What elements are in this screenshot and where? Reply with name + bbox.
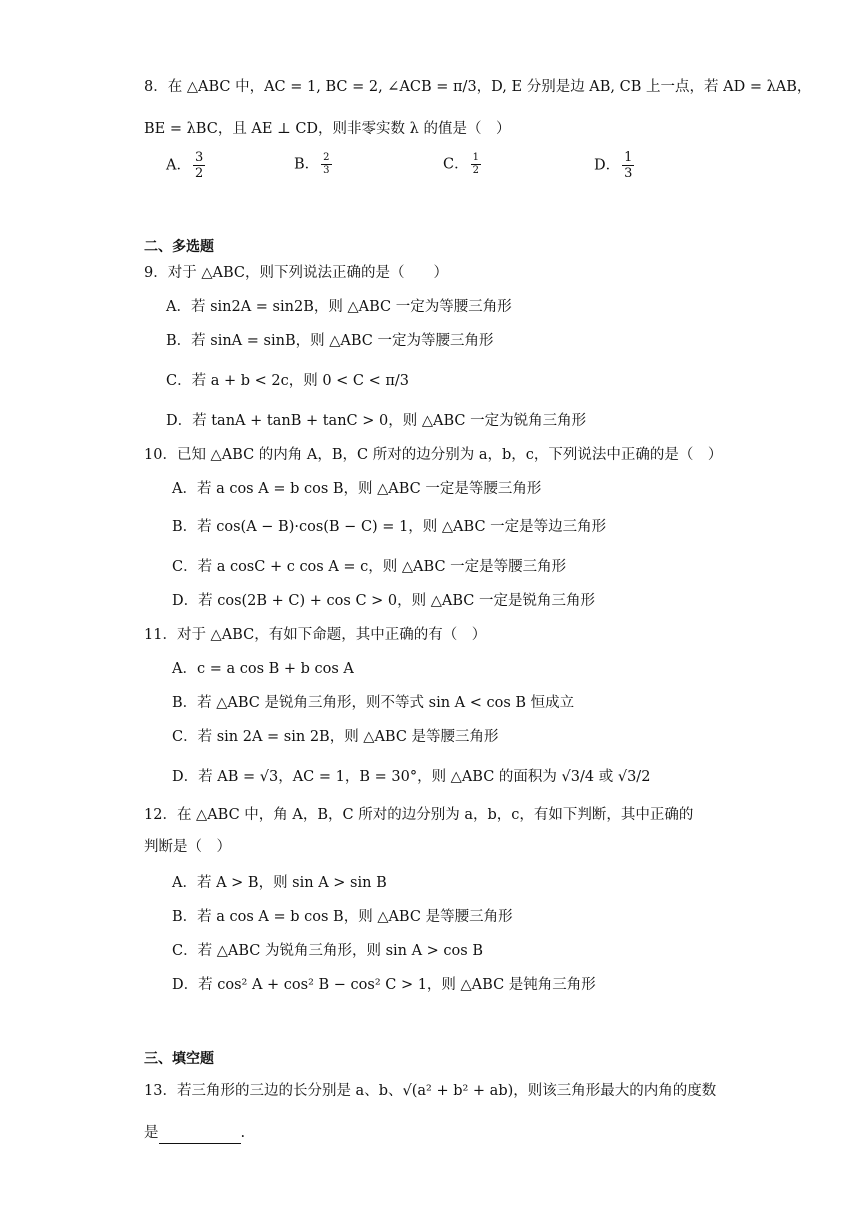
q11-option-d[interactable]: D．若 AB = √3，AC = 1，B = 30°，则 △ABC 的面积为 √3/4 或 √3/2 <box>172 769 651 785</box>
q10-stem: 10．已知 △ABC 的内角 A，B，C 所对的边分别为 a，b，c，下列说法中正确的是（ ） <box>144 447 723 463</box>
answer-blank[interactable] <box>159 1129 241 1144</box>
q13-line1: 13．若三角形的三边的长分别是 a、b、√(a² + b² + ab)，则该三角形最大的内角的度数 <box>144 1083 717 1099</box>
q10-option-d[interactable]: D．若 cos(2B + C) + cos C > 0，则 △ABC 一定是锐角三角形 <box>172 593 595 609</box>
fraction: $\frac{2}{3}$ <box>323 152 330 176</box>
q12-option-c[interactable]: C．若 △ABC 为锐角三角形，则 sin A > cos B <box>172 943 483 959</box>
q12-line2: 判断是（ ） <box>144 839 231 855</box>
q13-prefix: 是 <box>144 1125 159 1141</box>
q12-option-b[interactable]: B．若 a cos A = b cos B，则 △ABC 是等腰三角形 <box>172 909 513 925</box>
q13-line2 <box>144 1122 245 1144</box>
fraction: $\frac{1}{3}$ <box>624 150 633 181</box>
q11-stem: 11．对于 △ABC，有如下命题，其中正确的有（ ） <box>144 627 487 643</box>
q8-option-c[interactable] <box>443 152 483 177</box>
q12-option-d[interactable]: D．若 cos² A + cos² B − cos² C > 1，则 △ABC 是钝角三角形 <box>172 977 596 993</box>
q9-option-a[interactable]: A．若 sin2A = sin2B，则 △ABC 一定为等腰三角形 <box>166 299 512 315</box>
section-title-fill-in: 三、填空题 <box>144 1051 214 1067</box>
q9-stem: 9．对于 △ABC，则下列说法正确的是（ ） <box>144 265 448 281</box>
q8-option-d[interactable] <box>594 150 636 181</box>
q8-option-b[interactable] <box>294 152 334 177</box>
q9-option-b[interactable]: B．若 sinA = sinB，则 △ABC 一定为等腰三角形 <box>166 333 494 349</box>
q12-option-a[interactable]: A．若 A > B，则 sin A > sin B <box>172 875 387 891</box>
q8-line2: BE = λBC，且 AE ⊥ CD，则非零实数 λ 的值是（ ） <box>144 121 511 137</box>
q10-option-b[interactable]: B．若 cos(A − B)·cos(B − C) = 1，则 △ABC 一定是等边三角形 <box>172 519 607 535</box>
option-label: D． <box>594 157 621 174</box>
fraction: $\frac{1}{2}$ <box>472 152 479 176</box>
section-title-multiple-choice: 二、多选题 <box>144 239 214 255</box>
q10-option-c[interactable]: C．若 a cosC + c cos A = c，则 △ABC 一定是等腰三角形 <box>172 559 567 575</box>
q9-option-c[interactable]: C．若 a + b < 2c，则 0 < C < π/3 <box>166 373 410 389</box>
q10-option-a[interactable]: A．若 a cos A = b cos B，则 △ABC 一定是等腰三角形 <box>172 481 542 497</box>
fraction: $\frac{3}{2}$ <box>194 150 204 181</box>
q8-line1: 8．在 △ABC 中，AC = 1, BC = 2, ∠ACB = π/3，D, E 分别是边 AB, CB 上一点，若 AD = λAB， <box>144 79 812 95</box>
q12-line1: 12．在 △ABC 中，角 A，B，C 所对的边分别为 a，b，c，有如下判断，其中正确的 <box>144 807 694 823</box>
q9-option-d[interactable]: D．若 tanA + tanB + tanC > 0，则 △ABC 一定为锐角三角形 <box>166 413 587 429</box>
q11-option-c[interactable]: C．若 sin 2A = sin 2B，则 △ABC 是等腰三角形 <box>172 729 499 745</box>
q11-option-a[interactable]: A．c = a cos B + b cos A <box>172 661 354 677</box>
option-label: C． <box>443 156 469 173</box>
option-label: A． <box>166 157 191 174</box>
q8-option-a[interactable] <box>166 150 207 181</box>
q11-option-b[interactable]: B．若 △ABC 是锐角三角形，则不等式 sin A < cos B 恒成立 <box>172 695 575 711</box>
q13-suffix: . <box>240 1125 246 1141</box>
option-label: B． <box>294 156 320 173</box>
